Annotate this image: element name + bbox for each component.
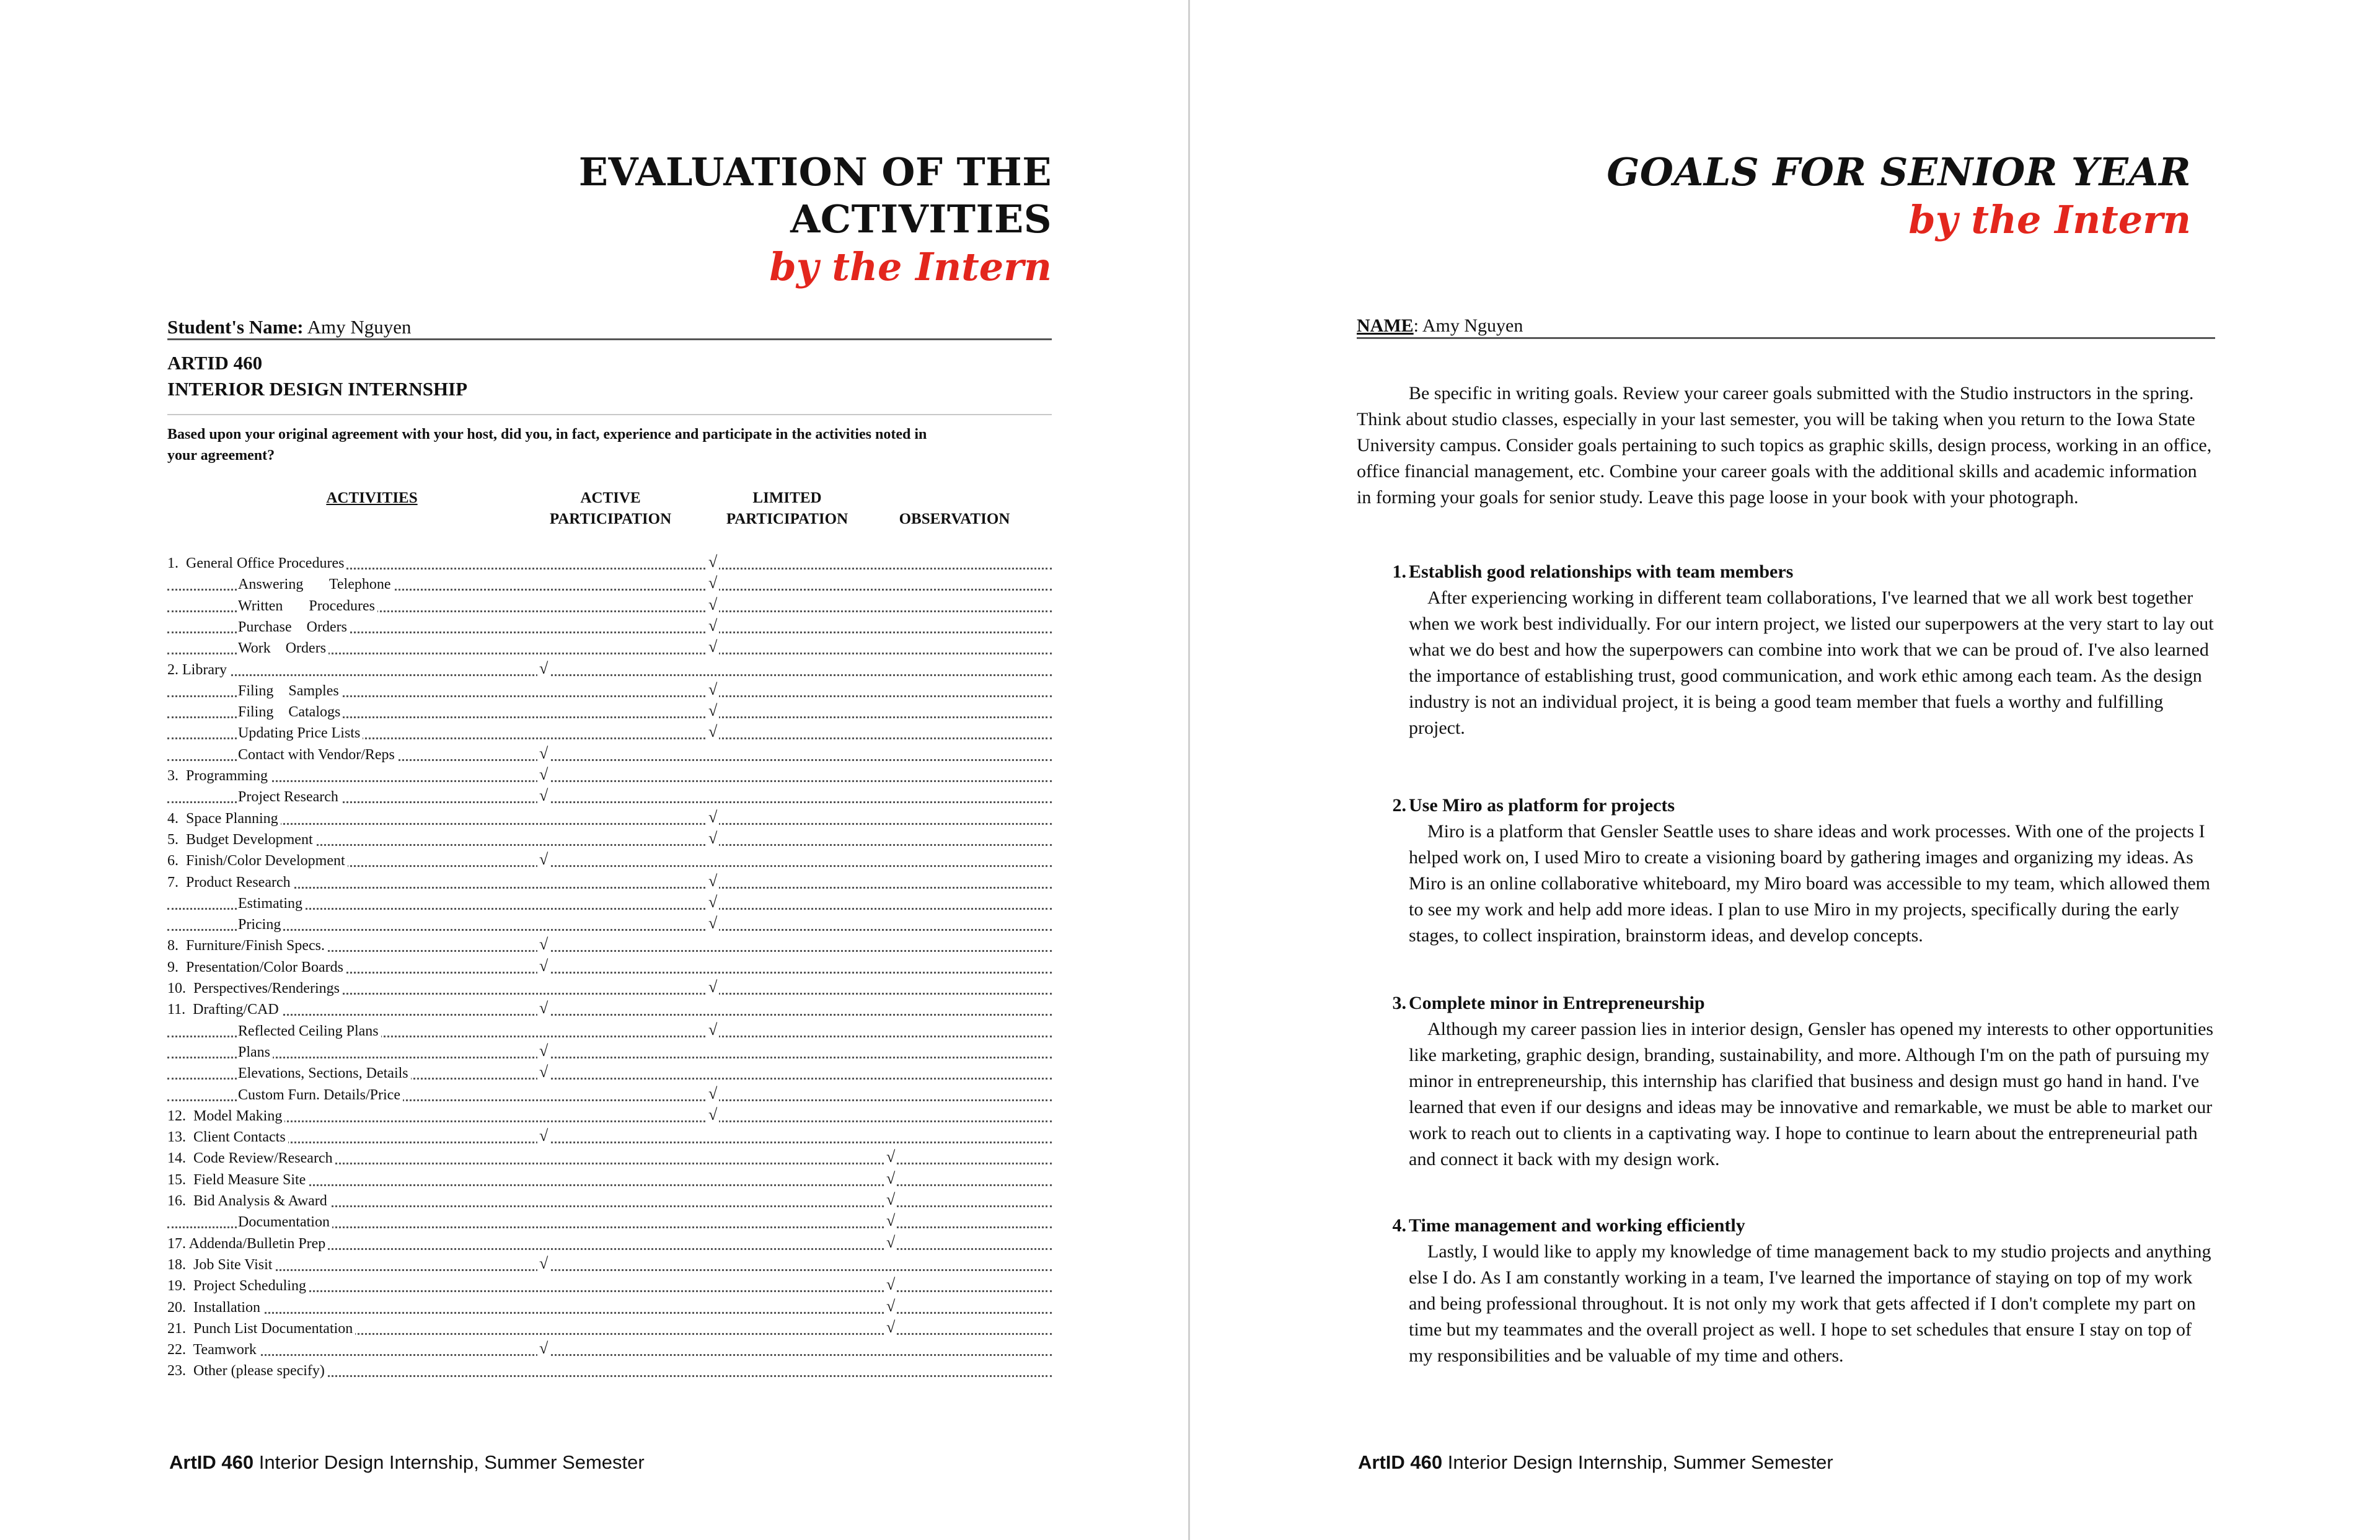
footer-course-code: ArtID 460 (169, 1451, 254, 1473)
dot-leader (167, 887, 1052, 889)
activity-label: Work Orders (238, 638, 328, 659)
check-mark-limited: √ (707, 594, 719, 615)
limited-header-line2: PARTICIPATION (726, 511, 848, 527)
activity-label: 4. Space Planning (167, 808, 281, 829)
dot-leader (167, 1142, 1052, 1143)
activity-row (0, 1233, 1187, 1254)
activity-row (0, 1254, 1187, 1275)
check-mark-limited: √ (707, 700, 719, 721)
activity-label: 3. Programming (167, 765, 270, 786)
activity-row (0, 617, 1187, 638)
check-mark-limited: √ (707, 807, 719, 828)
activity-row (0, 702, 1187, 723)
activity-row (0, 850, 1187, 871)
activity-row (0, 1339, 1187, 1360)
goal-body: Miro is a platform that Gensler Seattle uses to share ideas and work processes. With one of the projects I helped work on, I used Miro to create a visioning board by gathering images and organizing my ideas. As Miro is an online collaborative whiteboard, my Miro board was accessible to my team, which allowed them to see my work and help add more ideas. I plan to use Miro in my projects, specifically during the early stages, to collect inspiration, brainstorm ideas, and develop concepts. (1409, 821, 2210, 946)
activity-row (0, 1085, 1187, 1106)
column-header-observation: OBSERVATION (899, 511, 1010, 527)
check-mark-limited: √ (707, 573, 719, 594)
dot-leader (167, 929, 1052, 931)
activity-label: 5. Budget Development (167, 829, 315, 850)
intro-text: Based upon your original agreement with your host, did you, in fact, experience and participate in the activities noted in your agreement? (167, 426, 927, 464)
name-value: : Amy Nguyen (1413, 315, 1523, 336)
activity-row (0, 1212, 1187, 1233)
activity-row (0, 1318, 1187, 1339)
activity-label: 16. Bid Analysis & Award (167, 1190, 330, 1212)
title-line-1: EVALUATION OF THE (578, 149, 1052, 195)
check-mark-observation: √ (884, 1317, 897, 1338)
check-mark-active: √ (537, 1253, 550, 1274)
check-mark-active: √ (537, 956, 550, 977)
divider-rule (167, 414, 1052, 415)
activity-row (0, 829, 1187, 850)
course-info (167, 350, 467, 402)
activity-row (0, 978, 1187, 999)
activity-label: Updating Price Lists (238, 723, 363, 744)
activity-row (0, 872, 1187, 893)
activity-row (0, 1127, 1187, 1148)
name-label: NAME (1357, 315, 1414, 336)
check-mark-limited: √ (707, 977, 719, 998)
check-mark-active: √ (537, 1062, 550, 1083)
activity-label: Custom Furn. Details/Price (238, 1085, 403, 1106)
activity-label: Purchase Orders (238, 617, 350, 638)
activity-label: 12. Model Making (167, 1106, 284, 1127)
check-mark-limited: √ (707, 636, 719, 658)
dot-leader (167, 1312, 1052, 1314)
check-mark-limited: √ (707, 721, 719, 742)
activity-label: 15. Field Measure Site (167, 1169, 308, 1190)
activity-label: 13. Client Contacts (167, 1127, 288, 1148)
goals-subtitle: by the Intern (1908, 197, 2191, 242)
activity-label: 14. Code Review/Research (167, 1148, 335, 1169)
goal-title: Establish good relationships with team members (1409, 561, 1794, 582)
goal-number: 3. (1392, 993, 1406, 1013)
dot-leader (167, 823, 1052, 825)
check-mark-limited: √ (707, 913, 719, 934)
goal-body: Lastly, I would like to apply my knowledge of time management back to my studio projects and anything else I do. As I am constantly working in a team, I've learned the importance of staying on top of my work and being professional throughout. It is not only my work that gets affected if I don't complete my part on time but my teammates and the overall project as well. I hope to set schedules that ensure I stay on top of my responsibilities and be valuable of my time and others. (1409, 1241, 2211, 1366)
dot-leader (167, 780, 1052, 782)
goal-number: 4. (1392, 1215, 1406, 1236)
activity-row (0, 638, 1187, 659)
goal-instructions: Be specific in writing goals. Review your career goals submitted with the Studio instructors in the spring. Think about studio classes, especially in your last semester, you will be taking when you return to the Iowa State University campus. Consider goals pertaining to such topics as graphic skills, design process, working in an office, office financial management, etc. Combine your career goals with the additional skills and academic information in forming your goals for senior study. Leave this page loose in your book with your photograph. (1357, 383, 2212, 508)
activity-label: 19. Project Scheduling (167, 1275, 309, 1296)
footer-right (1358, 1450, 1833, 1475)
goal-item (1357, 1213, 2215, 1369)
activity-row (0, 1297, 1187, 1318)
dot-leader (167, 674, 1052, 676)
title-line-2: ACTIVITIES (790, 196, 1052, 242)
activity-row (0, 957, 1187, 978)
goal-item (1357, 990, 2215, 1173)
check-mark-active: √ (537, 934, 550, 955)
check-mark-limited: √ (707, 552, 719, 573)
footer-course-text: Interior Design Internship, Summer Semester (1442, 1451, 1833, 1473)
activity-label: Estimating (238, 893, 305, 914)
activity-label: Reflected Ceiling Plans (238, 1021, 381, 1042)
activity-label: Plans (238, 1042, 273, 1063)
activity-row (0, 574, 1187, 595)
check-mark-active: √ (537, 785, 550, 806)
footer-left (169, 1450, 645, 1475)
check-mark-limited: √ (707, 828, 719, 849)
check-mark-limited: √ (707, 871, 719, 892)
dot-leader (167, 1269, 1052, 1271)
page-divider (1188, 0, 1190, 1540)
subtitle: by the Intern (769, 244, 1052, 289)
activity-label: Project Research (238, 786, 341, 807)
activity-label: 11. Drafting/CAD (167, 999, 281, 1020)
activity-row (0, 893, 1187, 914)
student-name-value: Amy Nguyen (307, 316, 412, 338)
activity-label: Pricing (238, 914, 283, 935)
column-header-active (530, 488, 691, 530)
check-mark-active: √ (537, 1338, 550, 1359)
activity-label: Documentation (238, 1212, 332, 1233)
check-mark-observation: √ (884, 1296, 897, 1317)
dot-leader (167, 1354, 1052, 1356)
footer-course-text: Interior Design Internship, Summer Semester (253, 1451, 645, 1473)
check-mark-observation: √ (884, 1189, 897, 1210)
activity-row (0, 723, 1187, 744)
goal-number: 2. (1392, 795, 1406, 816)
activity-label: 6. Finish/Color Development (167, 850, 348, 871)
goal-body: After experiencing working in different team collaborations, I've learned that we all work best together when we work best individually. For our intern project, we listed our superpowers at the very start to lay out what we do best and how the superpowers can combine into work that we can be proud of. I've also learned the importance of establishing trust, good communication, and work ethic among each team. As the design industry is not an individual project, it is being a good team member that fuels a worthy and fulfilling project. (1409, 587, 2214, 738)
check-mark-active: √ (537, 1125, 550, 1146)
goal-title: Time management and working efficiently (1409, 1215, 1745, 1236)
check-mark-active: √ (537, 849, 550, 870)
activity-label: 18. Job Site Visit (167, 1254, 275, 1275)
activity-row (0, 1063, 1187, 1084)
check-mark-observation: √ (884, 1232, 897, 1253)
activity-label: 9. Presentation/Color Boards (167, 957, 346, 978)
goal-title: Complete minor in Entrepreneurship (1409, 993, 1705, 1013)
goal-title: Use Miro as platform for projects (1409, 795, 1675, 816)
student-name-row (167, 316, 1052, 340)
activity-row (0, 1190, 1187, 1212)
activity-label: Contact with Vendor/Reps (238, 744, 397, 765)
activity-label: 17. Addenda/Bulletin Prep (167, 1233, 328, 1254)
column-header-limited (707, 488, 868, 530)
check-mark-limited: √ (707, 1083, 719, 1104)
activity-label: 22. Teamwork (167, 1339, 259, 1360)
activity-row (0, 1275, 1187, 1296)
activity-label: 1. General Office Procedures (167, 553, 346, 574)
check-mark-observation: √ (884, 1168, 897, 1189)
activity-row (0, 808, 1187, 829)
activity-row (0, 659, 1187, 680)
activity-label: 8. Furniture/Finish Specs. (167, 935, 327, 956)
activity-label: Answering Telephone (238, 574, 394, 595)
check-mark-observation: √ (884, 1210, 897, 1231)
goal-item (1357, 559, 2215, 741)
activity-row (0, 553, 1187, 574)
goal-item (1357, 793, 2215, 949)
check-mark-observation: √ (884, 1146, 897, 1168)
activity-row (0, 1042, 1187, 1063)
check-mark-active: √ (537, 658, 550, 679)
activity-row (0, 786, 1187, 807)
activity-row (0, 1360, 1187, 1381)
goals-title (1606, 149, 2191, 244)
active-header-line1: ACTIVE (580, 490, 641, 506)
activity-label: 10. Perspectives/Renderings (167, 978, 342, 999)
activity-label: 20. Installation (167, 1297, 263, 1318)
activity-row (0, 680, 1187, 702)
right-page (1193, 0, 2380, 1540)
limited-header-line1: LIMITED (752, 490, 822, 506)
check-mark-active: √ (537, 998, 550, 1019)
activity-label: 7. Product Research (167, 872, 293, 893)
activity-label: 21. Punch List Documentation (167, 1318, 355, 1339)
check-mark-limited: √ (707, 1019, 719, 1041)
goals-title-line-1: GOALS FOR SENIOR YEAR (1606, 149, 2191, 195)
activity-row (0, 935, 1187, 956)
activity-label: 2. Library (167, 659, 229, 680)
check-mark-limited: √ (707, 615, 719, 636)
dot-leader (167, 1014, 1052, 1016)
activity-row (0, 765, 1187, 786)
activity-label: Filing Catalogs (238, 702, 343, 723)
dot-leader (167, 1120, 1052, 1122)
student-name-label: Student's Name: (167, 316, 304, 338)
footer-course-code: ArtID 460 (1358, 1451, 1443, 1473)
goal-number: 1. (1392, 561, 1406, 582)
name-row (1357, 315, 2215, 339)
activity-row (0, 914, 1187, 935)
check-mark-limited: √ (707, 1104, 719, 1125)
goal-body: Although my career passion lies in interior design, Gensler has opened my interests to other opportunities like marketing, graphic design, branding, sustainability, and more. Although I'm on the path of pursuing my minor in entrepreneurship, this internship has clarified that business and design must go hand in hand. I've learned that even if our designs and ideas may be innovative and remarkable, we must be able to market our work to reach out to clients in a captivating way. I hope to continue to learn about the entrepreneurial path and connect it back with my design work. (1409, 1019, 2214, 1169)
activity-row (0, 1021, 1187, 1042)
check-mark-observation: √ (884, 1274, 897, 1295)
activity-row (0, 1148, 1187, 1169)
activity-row (0, 1106, 1187, 1127)
activity-label: Written Procedures (238, 596, 377, 617)
left-page (0, 0, 1187, 1540)
check-mark-limited: √ (707, 679, 719, 700)
check-mark-active: √ (537, 764, 550, 785)
active-header-line2: PARTICIPATION (549, 511, 672, 527)
activity-row (0, 596, 1187, 617)
dot-leader (167, 1057, 1052, 1058)
check-mark-active: √ (537, 743, 550, 764)
activity-row (0, 1169, 1187, 1190)
course-code: ARTID 460 (167, 352, 263, 374)
evaluation-title (579, 149, 1052, 291)
check-mark-limited: √ (707, 892, 719, 913)
activity-row (0, 999, 1187, 1020)
course-name: INTERIOR DESIGN INTERNSHIP (167, 378, 468, 400)
check-mark-active: √ (537, 1041, 550, 1062)
activity-label: Elevations, Sections, Details (238, 1063, 411, 1084)
column-header-activities: ACTIVITIES (326, 490, 418, 506)
activity-label: 23. Other (please specify) (167, 1360, 327, 1381)
activity-label: Filing Samples (238, 680, 342, 702)
activity-row (0, 744, 1187, 765)
